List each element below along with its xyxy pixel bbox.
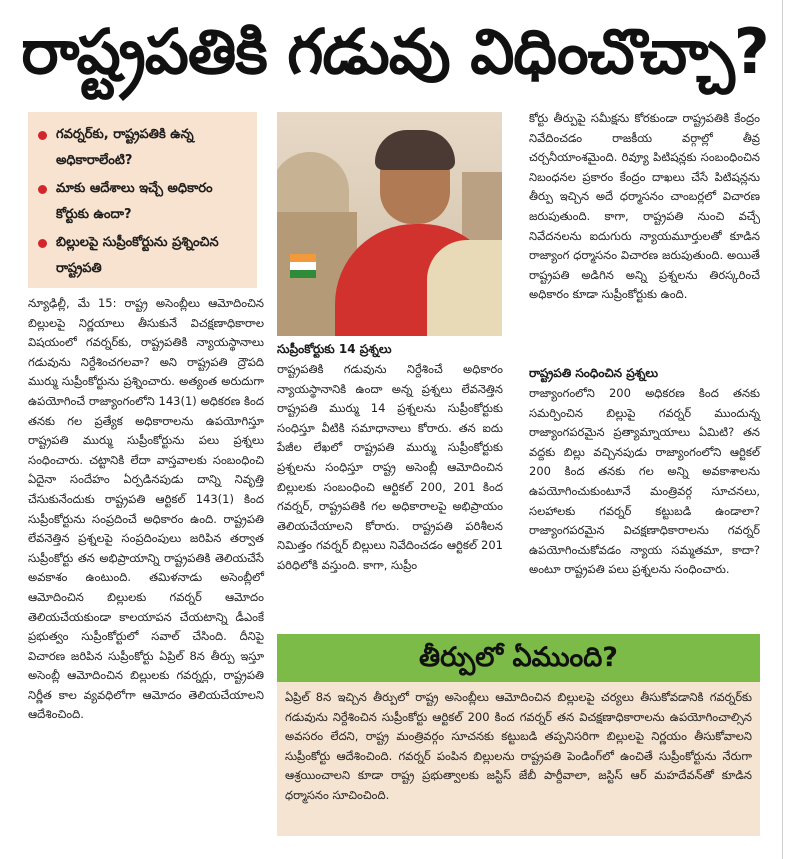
highlight-item (38, 122, 249, 174)
bullet-icon (38, 239, 47, 248)
highlight-text: మాకు ఆదేశాలు ఇచ్చే అధికారం కోర్టుకు ఉందా? (56, 181, 213, 222)
highlight-text: బిల్లులపై సుప్రీంకోర్టును ప్రశ్నించిన రాష్ట్రపతి (56, 235, 219, 276)
page-edge-line (782, 0, 783, 859)
president-photo (277, 112, 502, 336)
person-drape (427, 240, 502, 336)
article-column-3-top: కోర్టు తీర్పుపై సమీక్షను కోరకుండా రాష్ట్రపతికి కేంద్రం నివేదించడం రాజకీయ వర్గాల్లో తీవ్ర చర్చనీయాంశమైంది. రివ్యూ పిటిషన్లకు సంబంధించిన నిబంధనల ప్రకారం కేంద్రం దాఖలు చేసే పిటిషన్లను తీర్పు ఇచ్చిన అదే ధర్మాసనం చాంబర్లలో విచారణ జరుపుతుంది. కాగా, రాష్ట్రపతి నుంచి వచ్చే నివేదనలను ఐదుగురు న్యాయమూర్తులతో కూడిన రాజ్యాంగ ధర్మాసనం విచారణ జరుపుతుంది. అయితే రాష్ట్రపతి అడిగిన అన్ని ప్రశ్నలను తిరస్కరించే అధికారం కూడా సుప్రీంకోర్టుకు ఉంది. (529, 111, 760, 302)
photo-caption: సుప్రీంకోర్టుకు 14 ప్రశ్నలు (277, 342, 392, 356)
bullet-icon (38, 131, 47, 140)
highlight-text: గవర్నర్‌కు, రాష్ట్రపతికి ఉన్న అధికారాలేంటి? (56, 127, 194, 168)
verdict-box-text: ఏప్రిల్ 8న ఇచ్చిన తీర్పులో రాష్ట్ర అసెంబ్లీలు ఆమోదించిన బిల్లులపై చర్యలు తీసుకోవడానికి గవర్నర్‌కు గడువును నిర్దేశించిన సుప్రీంకోర్టు ఆర్టికల్ 200 కింద గవర్నర్ తన విచక్షణాధికారాలను ఉపయోగించాల్సిన అవసరం లేదని, రాష్ట్ర మంత్రివర్గం సూచనకు కట్టుబడి తప్పనిసరిగా బిల్లులపై నిర్ణయం తీసుకోవాలని సుప్రీంకోర్టు ఆదేశించింది. గవర్నర్ పంపిన బిల్లులను రాష్ట్రపతి పెండింగ్‌లో ఉంచితే సుప్రీంకోర్టును నేరుగా ఆశ్రయించాలని కూడా రాష్ట్ర ప్రభుత్వాలకు జస్టిస్ జేబీ పార్దీవాలా, జస్టిస్ ఆర్ మహదేవన్‌తో కూడిన ధర్మాసనం సూచించింది. (277, 682, 760, 836)
article-column-3-bottom: రాజ్యాంగంలోని 200 అధికరణ కింద తనకు సమర్పించిన బిల్లుపై గవర్నర్ ముందున్న రాజ్యాంగపరమైన ప్రత్యామ్నాయాలు ఏమిటి? తన వద్దకు బిల్లు వచ్చినపుడు రాజ్యాంగంలోని ఆర్టికల్ 200 కింద తనకు గల అన్ని అవకాశాలను ఉపయోగించుకుంటూనే మంత్రివర్గ సూచనలు, సలహాలకు గవర్నర్ కట్టుబడి ఉండాలా? రాజ్యాంగపరమైన విచక్షణాధికారాలను గవర్నర్ ఉపయోగించుకోవడం న్యాయ సమ్మతమా, కాదా? అంటూ రాష్ట్రపతి పలు ప్రశ్నలను సంధించారు. (529, 386, 760, 577)
highlight-item (38, 176, 249, 228)
person-hair (375, 130, 455, 170)
article-column-2: రాష్ట్రపతికి గడువును నిర్దేశించే అధికారం న్యాయస్థానానికి ఉందా అన్న ప్రశ్నలు లేవనెత్తిన రాష్ట్రపతి ముర్ము 14 ప్రశ్నలను సుప్రీంకోర్టుకు సంధిస్తూ వీటికి సమాధానాలు కోరారు. తన ఐదు పేజీల లేఖలో రాష్ట్రపతి ముర్ము సుప్రీంకోర్టుకు ప్రశ్నలను సంధిస్తూ రాష్ట్ర అసెంబ్లీ ఆమోదించిన బిల్లులకు సంబంధించి ఆర్టికల్ 200, 201 కింద గవర్నర్, రాష్ట్రపతికి గల అధికారాలపై అభిప్రాయం తెలియచేయాలని కోరారు. రాష్ట్రపతి పరిశీలన నిమిత్తం గవర్నర్ బిల్లులు నివేదించడం ఆర్టికల్ 201 పరిధిలోకి వస్తుంది. కాగా, సుప్రీం (277, 362, 503, 572)
questions-subhead: రాష్ట్రపతి సంధించిన ప్రశ్నలు (529, 366, 659, 380)
highlights-box (28, 112, 257, 288)
highlight-item (38, 230, 249, 282)
headline: రాష్ట్రపతికి గడువు విధించొచ్చా? (21, 15, 769, 88)
verdict-box-title: తీర్పులో ఏముంది? (277, 634, 760, 682)
bullet-icon (38, 185, 47, 194)
flag-icon (290, 254, 316, 278)
article-column-1: న్యూఢిల్లీ, మే 15: రాష్ట్ర అసెంబ్లీలు ఆమోదించిన బిల్లులపై నిర్ణయాలు తీసుకునే విచక్షణాధికారాల విషయంలో గవర్నర్‌కు, రాష్ట్రపతికి న్యాయస్థానాలు గడువును నిర్దేశించగలవా? అని రాష్ట్రపతి ద్రౌపది ముర్ము సుప్రీంకోర్టును ప్రశ్నించారు. అత్యంత అరుదుగా ఉపయోగించే రాజ్యాంగంలోని 143(1) అధికరణ కింద తనకు గల ప్రత్యేక అధికారాలను ఉపయోగిస్తూ రాష్ట్రపతి ముర్ము సుప్రీంకోర్టును పలు ప్రశ్నలు సంధించారు. చట్టానికి లేదా వాస్తవాలకు సంబంధించి ఏదైనా సందేహం ఏర్పడినపుడు దాన్ని నివృత్తి చేసుకునేందుకు రాష్ట్రపతి ఆర్టికల్ 143(1) కింద సుప్రీంకోర్టును సంప్రదించే అధికారం ఉంది. రాష్ట్రపతి లేవనెత్తిన ప్రశ్నలపై సంప్రదింపులు జరిపిన తర్వాత సుప్రీంకోర్టు తన అభిప్రాయాన్ని రాష్ట్రపతికి తెలియచేసే అవకాశం ఉంటుంది. తమిళనాడు అసెంబ్లీలో ఆమోదించిన బిల్లులకు గవర్నర్ ఆమోదం తెలియచేయకుండా కాలయాపన చేయటాన్ని డీఎంకే ప్రభుత్వం సుప్రీంకోర్టులో సవాల్ చేసింది. దీనిపై విచారణ జరిపిన సుప్రీంకోర్టు ఏప్రిల్ 8న తీర్పు ఇస్తూ అసెంబ్లీ ఆమోదించిన బిల్లులకు గవర్నర్లు, రాష్ట్రపతి నిర్ణీత కాల వ్యవధిలోగా ఆమోదం తెలియచేయాలని ఆదేశించింది. (28, 296, 264, 722)
